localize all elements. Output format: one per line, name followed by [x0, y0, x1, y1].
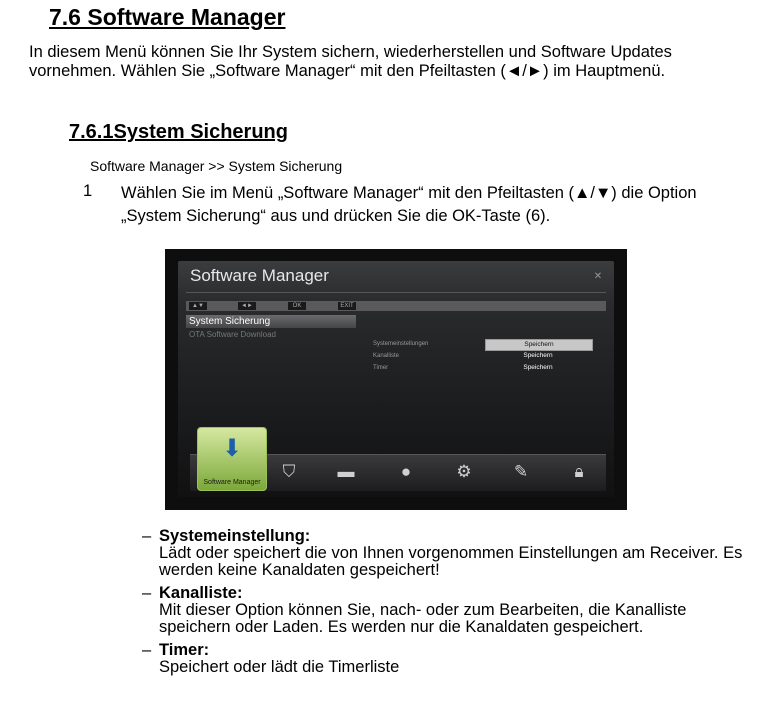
list-item-title: Timer: [159, 641, 210, 659]
tools-icon[interactable]: ✎ [513, 462, 529, 481]
menu-item-ota-software-download[interactable]: OTA Software Download [189, 330, 277, 339]
option-row-timer[interactable] [373, 363, 603, 373]
list-item-title: Systemeinstellung: [159, 527, 311, 545]
globe-icon[interactable]: ● [400, 462, 412, 481]
main-menu-dock [190, 435, 606, 491]
dock-item-software-manager[interactable] [197, 427, 267, 491]
menu-list [186, 315, 356, 341]
step-number: 1 [83, 182, 93, 200]
list-item [142, 641, 745, 676]
subsection-heading: 7.6.1System Sicherung [69, 121, 288, 143]
intro-paragraph: In diesem Menü können Sie Ihr System sichern, wiederherstellen und Software Updates vornehmen. Wählen Sie „Software Manager“ mit den Pfeiltasten (◄/►) im Hauptmenü. [29, 43, 672, 80]
list-item [142, 584, 745, 636]
list-item [142, 527, 745, 579]
option-label: Systemeinstellungen [373, 341, 429, 347]
arrow-keys-hint-icon: ◄► [238, 302, 256, 310]
exit-key-hint-icon: EXIT [338, 302, 356, 310]
receiver-menu-window [178, 261, 614, 497]
menu-item-system-sicherung[interactable]: System Sicherung [186, 315, 356, 328]
bullet-dash: – [142, 527, 152, 545]
option-descriptions [142, 527, 745, 682]
option-label: Timer [373, 365, 389, 371]
arrow-keys-hint-icon: ▲▼ [189, 302, 207, 310]
option-row-systemeinstellungen[interactable] [373, 339, 603, 349]
gear-icon[interactable]: ⚙ [456, 462, 472, 481]
ok-key-hint-icon: OK [288, 302, 306, 310]
option-row-kanalliste[interactable] [373, 351, 603, 361]
close-icon: ✕ [593, 271, 603, 282]
option-value-select[interactable]: Speichern [523, 352, 553, 359]
title-divider [186, 292, 606, 293]
shield-icon[interactable]: ⛉ [282, 462, 296, 481]
menu-window-title: Software Manager [190, 266, 329, 285]
list-item-text: Lädt oder speichert die von Ihnen vorgenommen Einstellungen am Receiver. Es werden keine Kanaldaten gespeichert! [159, 544, 743, 579]
list-item-title: Kanalliste: [159, 584, 243, 602]
receiver-icon[interactable]: ▬ [337, 462, 355, 481]
section-heading: 7.6 Software Manager [49, 4, 286, 30]
bullet-dash: – [142, 584, 152, 602]
option-value-select[interactable]: Speichern [485, 339, 593, 351]
option-value-select[interactable]: Speichern [523, 364, 553, 371]
bullet-dash: – [142, 641, 152, 659]
receiver-screenshot [165, 249, 627, 510]
software-manager-icon: ⬇ [221, 435, 243, 462]
key-hint-bar [186, 301, 606, 311]
list-item-text: Mit dieser Option können Sie, nach- oder zum Bearbeiten, die Kanalliste speichern oder Laden. Es werden nur die Kanaldaten gespeichert. [159, 601, 687, 636]
step-text: Wählen Sie im Menü „Software Manager“ mit den Pfeiltasten (▲/▼) die Option „System Sicherung“ aus und drücken Sie die OK-Taste (6). [121, 184, 697, 225]
option-label: Kanalliste [373, 353, 400, 359]
lock-icon[interactable]: 🔒︎ [574, 462, 584, 481]
breadcrumb: Software Manager >> System Sicherung [90, 158, 343, 174]
list-item-text: Speichert oder lädt die Timerliste [159, 658, 400, 676]
dock-item-label: Software Manager [203, 479, 261, 486]
